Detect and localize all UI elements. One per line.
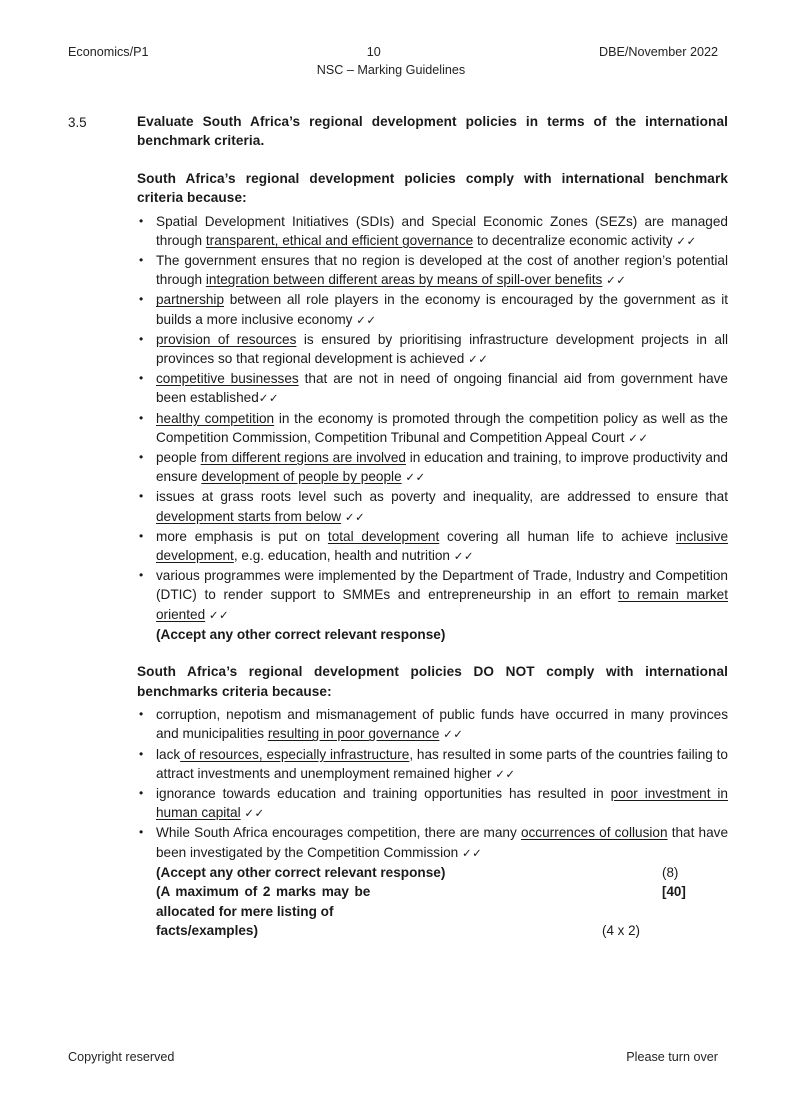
closing-block (137, 863, 728, 941)
mark-tick: ✓✓ (344, 509, 366, 524)
page-content (68, 112, 728, 940)
mark-tick: ✓✓ (495, 766, 516, 781)
marks-calculation: (4 x 2) (602, 922, 640, 938)
comply-heading: South Africa’s regional development policies comply with international benchmark criteria because: (137, 170, 728, 206)
mark-tick: ✓✓ (405, 470, 426, 485)
mark-tick: ✓✓ (462, 845, 483, 860)
noncomply-point-0 (156, 707, 728, 741)
noncomply-point-3 (156, 825, 728, 859)
page-footer (68, 1049, 718, 1066)
list-item (137, 369, 728, 408)
emphasis-underline: integration between different areas by means of spill-over benefits (205, 272, 603, 288)
comply-point-7 (156, 489, 728, 523)
list-item (137, 212, 728, 251)
emphasis-underline: partnership (156, 292, 225, 308)
emphasis-underline: inclusive development (156, 528, 729, 564)
list-item (137, 251, 728, 290)
comply-point-0 (156, 214, 728, 248)
emphasis-underline: resulting in poor governance (267, 726, 440, 742)
emphasis-underline: competitive businesses (156, 371, 299, 387)
list-item (137, 823, 728, 862)
max-marks-note-line2 (156, 921, 640, 940)
list-item (137, 448, 728, 487)
emphasis-underline: total development (327, 528, 440, 544)
question-body (137, 112, 728, 940)
comply-points-list (137, 212, 728, 625)
emphasis-underline: to remain market oriented (156, 587, 728, 622)
total-marks: [40] (662, 884, 686, 900)
comply-point-1 (156, 253, 728, 287)
point-text: covering all human life to achieve (439, 528, 676, 544)
mark-tick: ✓✓ (443, 727, 464, 742)
marks-column (640, 863, 728, 902)
footer-copyright: Copyright reserved (68, 1050, 175, 1064)
comply-point-9 (156, 568, 728, 621)
list-item (137, 745, 728, 784)
point-text: While South Africa encourages competition, there are many (156, 825, 521, 841)
point-text: , has resulted in some parts of the countries failing to attract investments and unemployment remained higher (156, 746, 728, 781)
mark-tick: ✓✓ (244, 806, 265, 821)
point-text: that have been investigated by the Competition Commission (156, 825, 729, 860)
list-item (137, 566, 728, 625)
point-text: The government ensures that no region is developed at the cost of another region’s potential through (156, 253, 728, 288)
emphasis-underline: development starts from below (156, 508, 342, 524)
point-text: to decentralize economic activity (473, 232, 677, 248)
list-item (137, 487, 728, 526)
list-item (137, 290, 728, 329)
emphasis-underline: healthy competition (156, 410, 275, 426)
max-marks-note-line1: (A maximum of 2 marks may be allocated for mere listing of (156, 884, 371, 919)
header-subtitle: NSC – Marking Guidelines (316, 63, 466, 77)
list-item (137, 330, 728, 369)
comply-point-8 (156, 529, 728, 563)
comply-point-3 (156, 332, 728, 366)
question-title: Evaluate South Africa’s regional development policies in terms of the international benchmark criteria. (137, 114, 728, 149)
noncomply-heading: South Africa’s regional development policies DO NOT comply with international benchmarks criteria because: (137, 664, 728, 699)
point-text: lack (156, 746, 181, 762)
point-text: corruption, nepotism and mismanagement of public funds have occurred in many provinces and municipalities (156, 707, 728, 742)
question-row (68, 112, 728, 940)
max-marks-note-line2-text: facts/examples) (156, 922, 259, 938)
mark-tick: ✓✓ (356, 312, 377, 327)
point-text: is ensured by prioritising infrastructure development projects in all provinces so that regional development is achieved (156, 331, 728, 367)
point-text: various programmes were implemented by the Department of Trade, Industry and Competition (DTIC) to render support to SMMEs and entrepreneurship in an effort (156, 568, 728, 603)
closing-notes (137, 863, 640, 941)
noncomply-point-1 (156, 747, 728, 781)
page-header (68, 44, 718, 88)
emphasis-underline: development of people by people (201, 469, 402, 485)
list-item (137, 409, 728, 448)
header-exam-session: DBE/November 2022 (598, 45, 718, 59)
point-text: that are not in need of ongoing financial aid from government have been established (156, 371, 728, 406)
point-text: between all role players in the economy is encouraged by the government as it builds a more inclusive economy (156, 292, 728, 327)
point-text: in education and training, to improve productivity and ensure (156, 450, 728, 485)
mark-tick: ✓✓ (676, 233, 697, 248)
footer-turn-over: Please turn over (626, 1050, 718, 1064)
mark-tick: ✓✓ (258, 391, 280, 406)
emphasis-underline: occurrences of collusion (520, 825, 668, 841)
comply-point-4 (156, 371, 728, 405)
point-text: Spatial Development Initiatives (SDIs) and Special Economic Zones (SEZs) are managed through (156, 213, 728, 248)
point-text: issues at grass roots level such as poverty and inequality, are addressed to ensure that (156, 489, 728, 505)
emphasis-underline: provision of resources (156, 331, 297, 347)
comply-point-5 (156, 411, 728, 445)
noncomply-points-list (137, 705, 728, 863)
page-header-row (68, 44, 718, 61)
point-text: in the economy is promoted through the competition policy as well as the Competition Commission, Competition Tribunal and Competition Appeal Court (156, 410, 728, 445)
list-item (137, 705, 728, 744)
header-page-number: 10 (366, 45, 381, 59)
mark-tick: ✓✓ (606, 273, 627, 288)
header-subject: Economics/P1 (68, 45, 149, 59)
mark-tick: ✓✓ (468, 352, 489, 367)
point-text: ignorance towards education and training opportunities has resulted in (156, 785, 611, 801)
point-text: people (156, 450, 201, 466)
list-item (137, 784, 728, 823)
list-item (137, 527, 728, 566)
comply-point-2 (156, 292, 728, 326)
comply-point-6 (156, 450, 728, 484)
comply-accept-note: (Accept any other correct relevant response) (156, 626, 446, 642)
mark-tick: ✓✓ (453, 549, 475, 564)
point-text: , e.g. education, health and nutrition (233, 548, 454, 564)
question-number: 3.5 (68, 115, 87, 130)
point-text: more emphasis is put on (156, 528, 328, 544)
emphasis-underline: poor investment in human capital (156, 785, 728, 821)
mark-tick: ✓✓ (208, 607, 230, 622)
noncomply-point-2 (156, 786, 728, 820)
question-marks: (8) (662, 864, 679, 880)
mark-tick: ✓✓ (628, 430, 649, 445)
emphasis-underline: from different regions are involved (200, 450, 406, 466)
max-marks-note (156, 882, 640, 940)
emphasis-underline: transparent, ethical and efficient governance (205, 232, 474, 248)
noncomply-accept-note: (Accept any other correct relevant response) (156, 864, 446, 880)
emphasis-underline: of resources, especially infrastructure (180, 746, 410, 762)
